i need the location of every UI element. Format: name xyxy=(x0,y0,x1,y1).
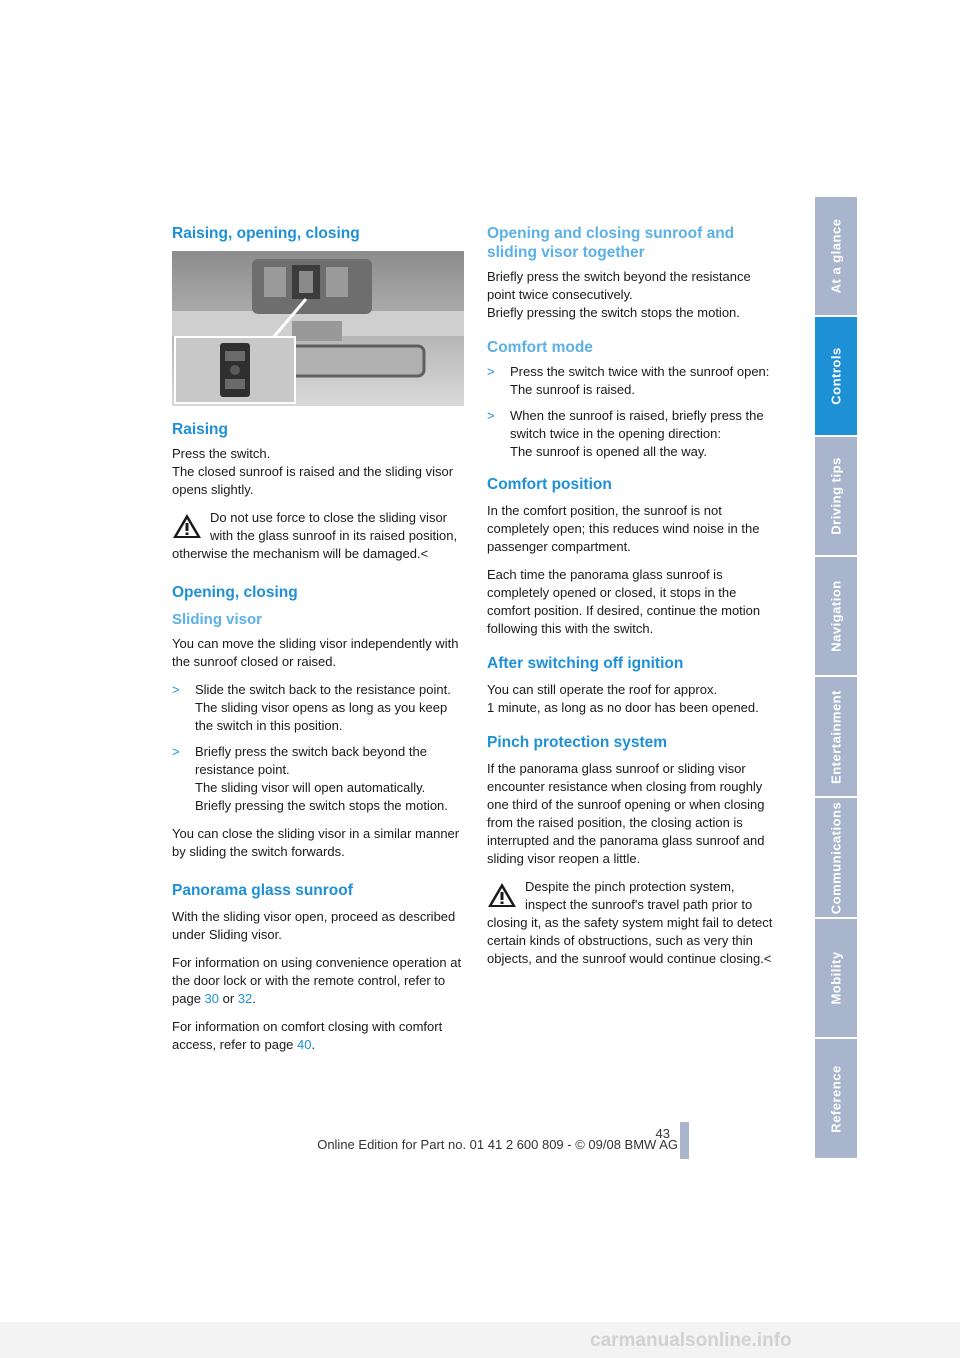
list-item xyxy=(487,407,779,461)
warning-note xyxy=(172,509,464,563)
sliding-visor-list xyxy=(172,681,464,815)
panorama-paragraph-3 xyxy=(172,1018,464,1054)
warning-triangle-icon xyxy=(172,513,202,539)
list-item xyxy=(172,743,464,815)
sliding-intro: You can move the sliding visor independently with the sunroof closed or raised. xyxy=(172,636,459,669)
page-number: 43 xyxy=(655,1126,670,1141)
list-item-line: When the sunroof is raised, briefly press the switch twice in the opening direction: xyxy=(510,408,764,441)
tab-label: Reference xyxy=(828,1064,844,1133)
text-span: or xyxy=(219,991,238,1006)
comfort-position-paragraph-2: Each time the panorama glass sunroof is completely opened or closed, it stops in the comfort position. If desired, continue the motion following this with the switch. xyxy=(487,567,761,636)
panorama-paragraph-1: With the sliding visor open, proceed as described under Sliding visor. xyxy=(172,909,456,942)
heading-sliding-visor: Sliding visor xyxy=(172,611,263,628)
panorama-paragraph-2 xyxy=(172,954,464,1008)
tab-label: Controls xyxy=(828,347,844,405)
comfort-position-paragraph-1: In the comfort position, the sunroof is not completely open; this reduces wind noise in the passenger compartment. xyxy=(487,503,760,554)
end-mark: < xyxy=(420,546,429,561)
text-span: For information on using convenience operation at the door lock or with the remote control, refer to page xyxy=(172,955,462,1006)
page-link-32[interactable]: 32 xyxy=(237,991,253,1006)
bullet-mark: > xyxy=(172,744,180,759)
sliding-close-paragraph: You can close the sliding visor in a similar manner by sliding the switch forwards. xyxy=(172,826,460,859)
tab-at-a-glance[interactable] xyxy=(815,197,857,317)
text-span: For information on comfort closing with comfort access, refer to page xyxy=(172,1019,443,1052)
tab-label: At a glance xyxy=(828,218,844,294)
heading-together: Opening and closing sunroof and sliding visor together xyxy=(487,225,735,261)
after-line-1: You can still operate the roof for approx. xyxy=(487,682,718,697)
list-item xyxy=(172,681,464,735)
left-column xyxy=(172,224,464,1064)
list-item-line: Briefly press the switch back beyond the resistance point. xyxy=(195,744,427,777)
bullet-mark: > xyxy=(172,682,180,697)
watermark-text: carmanualsonline.info xyxy=(590,1330,792,1351)
warning-triangle-icon xyxy=(487,882,517,908)
together-paragraph xyxy=(487,268,779,322)
tab-controls[interactable] xyxy=(815,317,857,437)
pinch-paragraph: If the panorama glass sunroof or sliding visor encounter resistance when closing from roughly one third of the sunroof opening or when closing from the raised position, the closing action is interrupted and the panorama glass sunroof and sliding visor reopen a little. xyxy=(487,761,765,866)
heading-pinch-protection: Pinch protection system xyxy=(487,734,668,751)
tab-label: Entertainment xyxy=(828,689,844,784)
text-span: . xyxy=(311,1037,316,1052)
overhead-console-photo xyxy=(172,251,464,406)
chapter-sidebar xyxy=(815,197,857,1160)
sunroof-switch-figure xyxy=(172,251,464,406)
together-line-1: Briefly press the switch beyond the resistance point twice consecutively. xyxy=(487,269,751,302)
bullet-mark: > xyxy=(487,364,495,379)
list-item-line: Slide the switch back to the resistance point. xyxy=(195,682,451,697)
comfort-mode-list xyxy=(487,363,779,461)
heading-comfort-mode: Comfort mode xyxy=(487,339,593,356)
list-item-line: The sunroof is opened all the way. xyxy=(510,444,708,459)
list-item-line: The sunroof is raised. xyxy=(510,382,636,397)
end-mark: < xyxy=(763,951,772,966)
after-ignition-paragraph xyxy=(487,681,779,717)
footer-bar xyxy=(680,1122,689,1159)
list-item-line: The sliding visor will open automatically. xyxy=(195,780,426,795)
raising-paragraph xyxy=(172,445,464,499)
heading-opening-closing: Opening, closing xyxy=(172,584,298,601)
heading-raising-opening-closing: Raising, opening, closing xyxy=(172,225,360,242)
after-line-2: 1 minute, as long as no door has been opened. xyxy=(487,700,759,715)
heading-panorama: Panorama glass sunroof xyxy=(172,882,353,899)
tab-label: Driving tips xyxy=(828,457,844,535)
bullet-mark: > xyxy=(487,408,495,423)
list-item-line: Press the switch twice with the sunroof open: xyxy=(510,364,770,379)
tab-mobility[interactable] xyxy=(815,919,857,1039)
warning-text: Despite the pinch protection system, inspect the sunroof's travel path prior to closing it, as the safety system might fail to detect certain kinds of obstructions, such as very thin objects, and the sunroof would continue closing. xyxy=(487,879,773,966)
footer-text: Online Edition for Part no. 01 41 2 600 809 - © 09/08 BMW AG xyxy=(317,1137,678,1152)
tab-entertainment[interactable] xyxy=(815,677,857,798)
list-item-line: The sliding visor opens as long as you keep the switch in this position. xyxy=(195,700,448,733)
tab-label: Navigation xyxy=(828,580,844,652)
page-link-30[interactable]: 30 xyxy=(204,991,220,1006)
tab-label: Mobility xyxy=(828,951,844,1005)
heading-raising: Raising xyxy=(172,421,228,438)
list-item xyxy=(487,363,779,399)
text-span: . xyxy=(252,991,256,1006)
tab-label: Communications xyxy=(828,801,844,914)
tab-communications[interactable] xyxy=(815,798,857,919)
tab-driving-tips[interactable] xyxy=(815,437,857,557)
watermark-bar xyxy=(0,1322,960,1358)
page-link-40[interactable]: 40 xyxy=(297,1037,312,1052)
warning-text: Do not use force to close the sliding visor with the glass sunroof in its raised position, otherwise the mechanism will be damaged. xyxy=(172,510,458,561)
right-column xyxy=(487,224,779,978)
raising-line-1: Press the switch. xyxy=(172,446,271,461)
warning-note xyxy=(487,878,779,968)
raising-line-2: The closed sunroof is raised and the sliding visor opens slightly. xyxy=(172,464,454,497)
tab-reference[interactable] xyxy=(815,1039,857,1160)
together-line-2: Briefly pressing the switch stops the motion. xyxy=(487,305,740,320)
heading-comfort-position: Comfort position xyxy=(487,476,612,493)
list-item-line: Briefly pressing the switch stops the motion. xyxy=(195,798,448,813)
tab-navigation[interactable] xyxy=(815,557,857,677)
heading-after-ignition: After switching off ignition xyxy=(487,655,684,672)
